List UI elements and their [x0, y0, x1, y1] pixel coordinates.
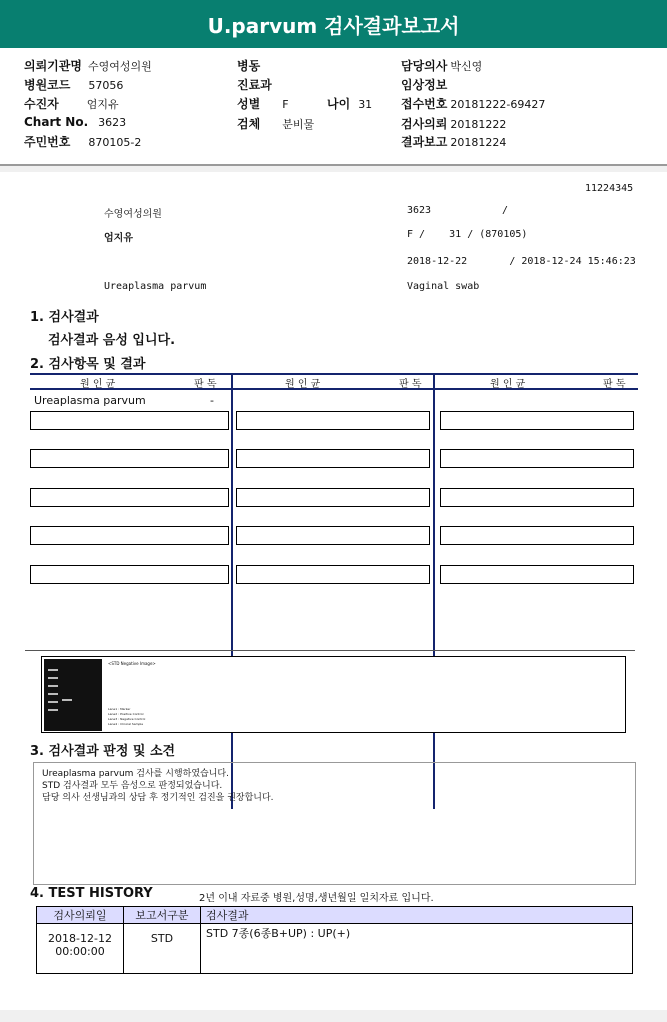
col-organism-1: 원 인 균 [80, 379, 116, 390]
department-label: 진료과 [237, 78, 272, 92]
gel-image-box [41, 656, 626, 733]
lane-3: Lane3 : Negative Control [108, 717, 146, 721]
institution-label: 의뢰기관명 [24, 59, 82, 73]
sex-label: 성별 [237, 97, 261, 111]
lane-legend [108, 707, 145, 727]
history-date: 2018-12-12 [48, 932, 112, 945]
sex-value: F [282, 98, 289, 111]
result-row-box [30, 411, 229, 430]
section1-title: 1. 검사결과 [30, 310, 99, 325]
report-sheet [0, 172, 667, 1010]
patient-label: 수진자 [24, 97, 59, 111]
patient-value: 엄지유 [86, 98, 119, 111]
col-organism-2: 원 인 균 [285, 379, 321, 390]
ward-label: 병동 [237, 59, 261, 73]
col-organism-3: 원 인 균 [490, 379, 526, 390]
section3-title: 3. 검사결과 판정 및 소견 [30, 744, 176, 759]
history-type: STD [124, 924, 201, 974]
result-row-box [236, 526, 430, 545]
sheet-clinic: 수영여성의원 [104, 209, 162, 220]
hospital-code-label: 병원코드 [24, 78, 71, 92]
result-row-box [440, 565, 634, 584]
chart-no-value: 3623 [98, 116, 127, 129]
patient-info-panel [0, 48, 667, 166]
history-col-date: 검사의뢰일 [37, 907, 124, 924]
age-label: 나이 [327, 97, 351, 111]
clinical-label: 임상정보 [401, 78, 448, 92]
sheet-sex-age: F / 31 / (870105) [407, 229, 528, 240]
lane-2: Lane2 : Positive Control [108, 712, 144, 716]
history-header-row [37, 907, 633, 924]
table-row [37, 924, 633, 974]
history-col-type: 보고서구분 [124, 907, 201, 924]
opinion-line-1: Ureaplasma parvum 검사를 시행하였습니다. [42, 769, 229, 779]
resident-no-label: 주민번호 [24, 135, 71, 149]
result-row-box [30, 526, 229, 545]
ward-row [237, 57, 266, 74]
report-title: U.parvum 검사결과보고서 [0, 0, 667, 48]
result-row-box [30, 488, 229, 507]
result-row-box [30, 449, 229, 468]
sheet-dates: 2018-12-22 / 2018-12-24 15:46:23 [407, 256, 636, 267]
institution-row [24, 57, 152, 74]
request-date-label: 검사의뢰 [401, 117, 448, 131]
item-name: Ureaplasma parvum [34, 394, 146, 407]
result-row-box [236, 565, 430, 584]
sheet-specimen: Vaginal swab [407, 281, 480, 292]
resident-no-value: 870105-2 [88, 136, 142, 149]
department-row [237, 76, 278, 93]
age-value: 31 [358, 98, 373, 111]
hospital-code-value: 57056 [88, 79, 124, 92]
sheet-id: 11224345 [585, 183, 634, 194]
item-result: - [210, 394, 214, 407]
result-row-box [440, 526, 634, 545]
section4-title: 4. TEST HISTORY [30, 886, 153, 901]
opinion-box [33, 762, 636, 885]
patient-row [24, 95, 119, 112]
specimen-row [237, 115, 314, 132]
clinical-row [401, 76, 453, 93]
chart-no-label: Chart No. [24, 115, 89, 129]
institution-value: 수영여성의원 [87, 60, 152, 73]
sheet-organism: Ureaplasma parvum [104, 281, 207, 292]
result-row-box [236, 411, 430, 430]
column-divider [231, 373, 233, 809]
request-date-value: 20181222 [450, 118, 507, 131]
column-divider [433, 373, 435, 809]
opinion-line-3: 담당 의사 선생님과의 상담 후 정기적인 검진을 권장합니다. [42, 793, 274, 803]
chart-no-row [24, 115, 126, 129]
lane-1: Lane1 : Marker [108, 707, 131, 711]
report-date-value: 20181224 [450, 136, 507, 149]
history-col-result: 검사결과 [201, 907, 633, 924]
col-judge-3: 판 독 [603, 379, 626, 390]
result-row-box [440, 411, 634, 430]
doctor-value: 박신영 [450, 60, 483, 73]
resident-no-row [24, 133, 141, 150]
history-table [36, 906, 633, 974]
receipt-no-label: 접수번호 [401, 97, 448, 111]
sheet-chart: 3623 [407, 205, 432, 216]
sheet-slash: / [502, 205, 509, 216]
history-date-cell [37, 924, 124, 974]
doctor-label: 담당의사 [401, 59, 448, 73]
col-judge-2: 판 독 [399, 379, 422, 390]
age-row [327, 95, 372, 112]
history-note: 2년 이내 자료중 병원,성명,생년월일 일치자료 입니다. [199, 893, 434, 904]
specimen-label: 검체 [237, 117, 261, 131]
doctor-row [401, 57, 482, 74]
sex-row [237, 95, 289, 112]
result-row-box [440, 488, 634, 507]
sheet-patient: 엄지유 [104, 233, 133, 244]
result-row-box [440, 449, 634, 468]
lane-4: Lane4 : Clinical Sample [108, 722, 144, 726]
result-grid-header [30, 373, 638, 390]
col-judge-1: 판 독 [194, 379, 217, 390]
opinion-line-2: STD 검사결과 모두 음성으로 판정되었습니다. [42, 781, 223, 791]
history-time: 00:00:00 [55, 945, 105, 958]
hospital-code-row [24, 76, 123, 93]
receipt-no-row [401, 95, 545, 112]
report-date-label: 결과보고 [401, 135, 448, 149]
history-result: STD 7종(6종B+UP) : UP(+) [201, 924, 633, 974]
section1-result: 검사결과 음성 입니다. [48, 333, 176, 348]
specimen-value: 분비물 [282, 118, 315, 131]
result-row-box [236, 488, 430, 507]
gel-caption: <STD Negative Image> [108, 661, 156, 666]
request-date-row [401, 115, 506, 132]
gel-image [44, 659, 102, 731]
receipt-no-value: 20181222-69427 [450, 98, 546, 111]
report-date-row [401, 133, 506, 150]
section2-title: 2. 검사항목 및 결과 [30, 357, 146, 372]
divider [25, 650, 635, 651]
result-row-box [30, 565, 229, 584]
result-row-box [236, 449, 430, 468]
